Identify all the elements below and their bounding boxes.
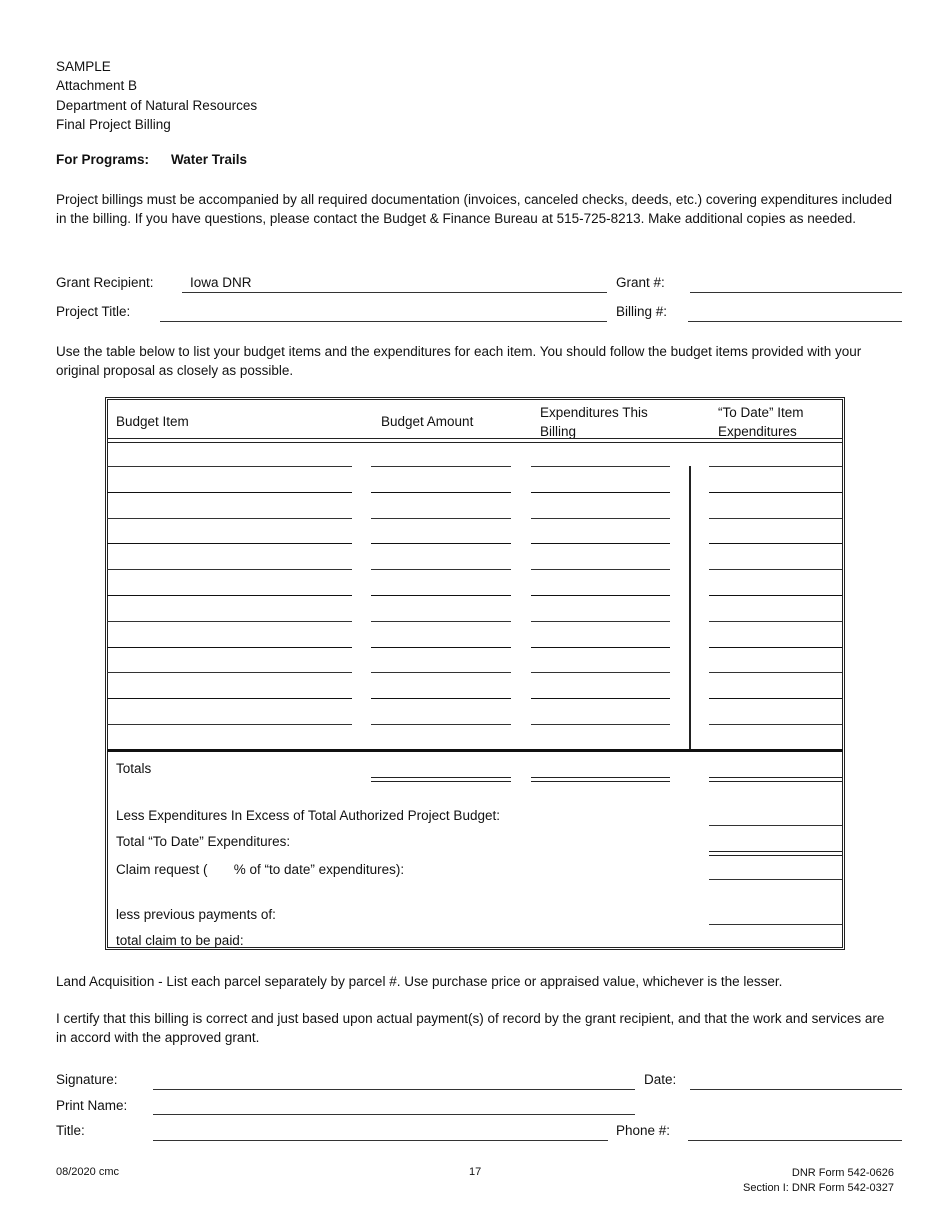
certification-statement: I certify that this billing is correct and just based upon actual payment(s) of record by the grant recipient, and that the work and services are in accord with the approved grant.: [56, 1011, 885, 1045]
programs-value: Water Trails: [171, 152, 248, 167]
budget-amount-field[interactable]: [371, 518, 511, 519]
grant-recipient-value[interactable]: Iowa DNR: [190, 275, 252, 290]
budget-amount-field[interactable]: [371, 698, 511, 699]
budget-item-field[interactable]: [107, 647, 352, 648]
budget-item-field[interactable]: [107, 543, 352, 544]
phone-field[interactable]: [688, 1140, 902, 1141]
footer-form-numbers: [743, 1166, 894, 1196]
claim-request-label: Claim request ( % of “to date” expenditures):: [116, 862, 405, 877]
budget-item-field[interactable]: [107, 466, 352, 467]
to-date-field[interactable]: [709, 851, 842, 856]
expenditures-field[interactable]: [531, 724, 670, 725]
footer-form-number: DNR Form 542-0626: [791, 1167, 894, 1179]
budget-amount-field[interactable]: [371, 595, 511, 596]
items-bottom-rule: [107, 749, 843, 752]
title-label: Title:: [56, 1123, 85, 1138]
expenditures-field[interactable]: [531, 647, 670, 648]
expenditures-field[interactable]: [531, 621, 670, 622]
grant-number-label: Grant #:: [616, 275, 665, 290]
grant-number-field[interactable]: [690, 292, 902, 293]
document-header: [56, 57, 257, 134]
expenditures-field[interactable]: [531, 466, 670, 467]
to-date-field[interactable]: [709, 647, 842, 648]
to-date-field[interactable]: [709, 492, 842, 493]
phone-label: Phone #:: [616, 1123, 671, 1138]
date-field[interactable]: [690, 1089, 902, 1090]
column-divider: [689, 466, 691, 751]
to-date-field[interactable]: [709, 698, 842, 699]
print-name-field[interactable]: [153, 1114, 635, 1115]
budget-amount-field[interactable]: [371, 466, 511, 467]
totals-label: Totals: [116, 761, 152, 776]
to-date-field[interactable]: [709, 672, 842, 673]
excess-field[interactable]: [709, 825, 842, 826]
header-expenditures-this-billing: Expenditures This Billing: [540, 405, 648, 439]
budget-amount-field[interactable]: [371, 543, 511, 544]
billing-number-label: Billing #:: [616, 304, 668, 319]
budget-amount-field[interactable]: [371, 672, 511, 673]
previous-payments-label: less previous payments of:: [116, 907, 276, 922]
to-date-field[interactable]: [709, 518, 842, 519]
table-instructions: Use the table below to list your budget items and the expenditures for each item. You should follow the budget items provided with your original proposal as closely as possible.: [56, 344, 862, 378]
budget-item-field[interactable]: [107, 492, 352, 493]
header-budget-amount: Budget Amount: [381, 414, 474, 429]
previous-payments-field[interactable]: [709, 924, 842, 925]
expenditures-field[interactable]: [531, 543, 670, 544]
land-acquisition-note: Land Acquisition - List each parcel separately by parcel #. Use purchase price or appraised value, whichever is the lesser.: [56, 974, 783, 989]
intro-paragraph: Project billings must be accompanied by all required documentation (invoices, canceled checks, deeds, etc.) covering expenditures included in the billing. If you have questions, please contact the Budget & Finance Bureau at 515-725-8213. Make additional copies as needed.: [56, 192, 892, 226]
to-date-field[interactable]: [709, 569, 842, 570]
budget-amount-field[interactable]: [371, 492, 511, 493]
to-date-field[interactable]: [709, 543, 842, 544]
to-date-field[interactable]: [709, 621, 842, 622]
budget-item-field[interactable]: [107, 698, 352, 699]
header-line-attachment: Attachment B: [56, 78, 138, 94]
expenditures-field[interactable]: [531, 518, 670, 519]
budget-amount-field[interactable]: [371, 621, 511, 622]
to-date-field[interactable]: [709, 595, 842, 596]
totals-to-date-field[interactable]: [709, 777, 842, 782]
budget-item-field[interactable]: [107, 569, 352, 570]
header-line-sample: SAMPLE: [56, 59, 111, 74]
claim-request-field[interactable]: [709, 879, 842, 880]
expenditures-field[interactable]: [531, 492, 670, 493]
budget-item-field[interactable]: [107, 518, 352, 519]
budget-item-field[interactable]: [107, 595, 352, 596]
budget-amount-field[interactable]: [371, 569, 511, 570]
signature-field[interactable]: [153, 1089, 635, 1090]
budget-item-field[interactable]: [107, 724, 352, 725]
budget-amount-field[interactable]: [371, 724, 511, 725]
expenditures-field[interactable]: [531, 698, 670, 699]
to-date-field[interactable]: [709, 724, 842, 725]
billing-number-field[interactable]: [688, 321, 902, 322]
print-name-label: Print Name:: [56, 1098, 128, 1113]
budget-item-field[interactable]: [107, 672, 352, 673]
header-divider: [107, 438, 843, 443]
excess-label: Less Expenditures In Excess of Total Authorized Project Budget:: [116, 808, 500, 823]
expenditures-field[interactable]: [531, 672, 670, 673]
date-label: Date:: [644, 1072, 677, 1087]
grant-recipient-line: [182, 292, 607, 293]
totals-budget-amount-field[interactable]: [371, 777, 511, 782]
expenditures-field[interactable]: [531, 595, 670, 596]
header-to-date-expenditures: “To Date” Item Expenditures: [718, 405, 804, 439]
totals-expenditures-field[interactable]: [531, 777, 670, 782]
title-field[interactable]: [153, 1140, 608, 1141]
budget-item-field[interactable]: [107, 621, 352, 622]
programs-label: For Programs:: [56, 152, 150, 167]
to-date-field[interactable]: [709, 466, 842, 467]
project-title-field[interactable]: [160, 321, 607, 322]
footer-revision: 08/2020 cmc: [56, 1166, 119, 1178]
grant-recipient-label: Grant Recipient:: [56, 275, 154, 290]
header-budget-item: Budget Item: [116, 414, 189, 429]
project-title-label: Project Title:: [56, 304, 131, 319]
budget-amount-field[interactable]: [371, 647, 511, 648]
header-line-title: Final Project Billing: [56, 116, 171, 132]
to-date-label: Total “To Date” Expenditures:: [116, 834, 291, 849]
header-line-department: Department of Natural Resources: [56, 97, 258, 113]
total-claim-label: total claim to be paid:: [116, 933, 244, 948]
footer-page-number: 17: [469, 1166, 482, 1178]
footer-section-form-number: Section I: DNR Form 542-0327: [742, 1182, 894, 1194]
signature-label: Signature:: [56, 1072, 118, 1087]
expenditures-field[interactable]: [531, 569, 670, 570]
